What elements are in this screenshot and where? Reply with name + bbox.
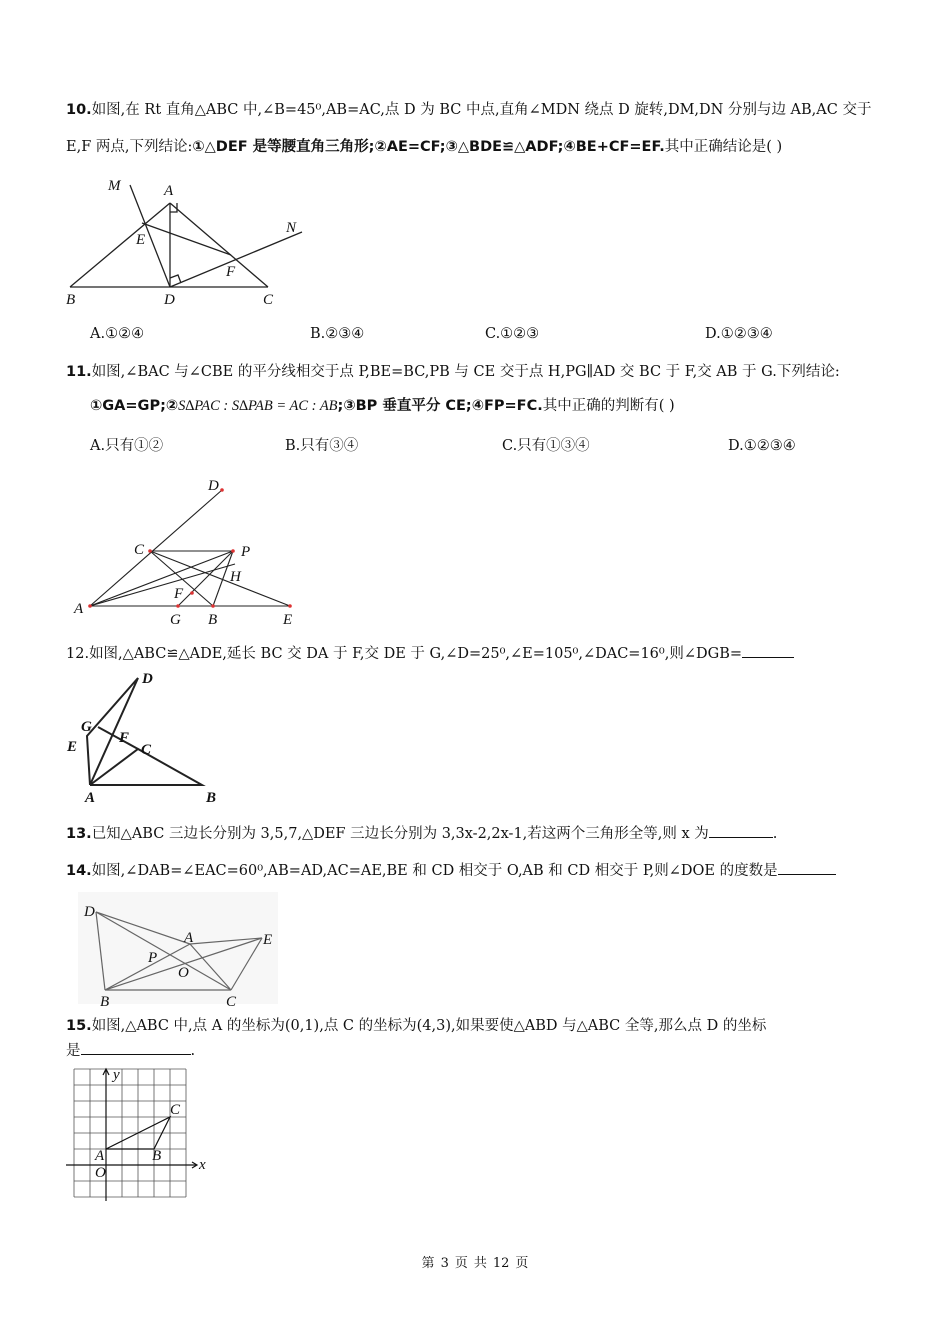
q11-point-A: [88, 604, 92, 608]
q11-point-F: [190, 591, 194, 595]
q10-line2: [66, 137, 896, 157]
q11-label-E: E: [283, 612, 293, 628]
q15-label-y: y: [113, 1067, 120, 1083]
q11-point-D: [220, 488, 224, 492]
q10-text-1: 如图,在 Rt 直角△ABC 中,∠B=45⁰,AB=AC,点 D 为 BC 中点,直角∠MDN 绕点 D 旋转,DM,DN 分别与边 AB,AC 交于: [91, 102, 872, 118]
q11-text-1: 如图,∠BAC 与∠CBE 的平分线相交于点 P,BE=BC,PB 与 CE 交于点 H,PG∥AD 交 BC 于 F,交 AB 于 G.下列结论:: [91, 364, 840, 380]
q11-point-G: [176, 604, 180, 608]
footer-page-number: 3: [440, 1256, 449, 1271]
q11-label-D: D: [208, 478, 219, 494]
q10-label-F: F: [226, 264, 236, 280]
q11-option-d: D.①②③④: [728, 438, 796, 454]
q15-figure: [66, 1065, 211, 1203]
q12-label-F: F: [119, 730, 130, 746]
q14-label-D: D: [84, 904, 95, 920]
q10-label-C: C: [263, 292, 274, 308]
q13-period: .: [772, 826, 778, 842]
q10-label-M: M: [108, 178, 121, 194]
q13-answer-blank[interactable]: [709, 823, 773, 838]
q14-answer-blank[interactable]: [778, 860, 836, 875]
q12-line1: [66, 643, 896, 664]
q14-label-E: E: [263, 932, 273, 948]
q11-text-3: 其中正确的判断有( ): [542, 398, 675, 414]
q11-label-A: A: [74, 601, 84, 617]
q15-number: 15.: [66, 1018, 92, 1034]
q11-seg-AD: [90, 490, 222, 606]
q14-label-A: A: [184, 930, 194, 946]
q11-option-c: C.只有①③④: [502, 438, 590, 454]
q10-text-2c: 其中正确结论是( ): [664, 139, 783, 155]
q14-label-P: P: [148, 950, 158, 966]
footer-text-gong: 共: [473, 1256, 487, 1271]
q13-text-1: 已知△ABC 三边长分别为 3,5,7,△DEF 三边长分别为 3,3x-2,2x-1,若这两个三角形全等,则 x 为: [91, 826, 709, 842]
q11-point-C: [148, 549, 152, 553]
q11-point-E: [288, 604, 292, 608]
q14-text-1: 如图,∠DAB=∠EAC=60⁰,AB=AD,AC=AE,BE 和 CD 相交于 O,AB 和 CD 相交于 P,则∠DOE 的度数是: [91, 863, 778, 879]
q11-label-C: C: [134, 542, 145, 558]
q11-seg-CE: [150, 551, 290, 606]
q12-label-B: B: [206, 790, 217, 806]
q12-number: 12.: [66, 646, 90, 662]
q13-number: 13.: [66, 826, 92, 842]
q15-text-2: 是: [66, 1043, 81, 1059]
q10-option-b: B.②③④: [310, 326, 365, 342]
q10-option-a: A.①②④: [90, 326, 145, 342]
q12-label-C: C: [141, 742, 152, 758]
q12-label-E: E: [67, 739, 78, 755]
q11-point-B: [211, 604, 215, 608]
q11-label-G: G: [170, 612, 181, 628]
footer-text-ye2: 页: [515, 1256, 529, 1271]
q14-label-C: C: [226, 994, 237, 1010]
q10-label-E: E: [136, 232, 146, 248]
q14-number: 14.: [66, 863, 92, 879]
q15-label-x: x: [199, 1157, 206, 1173]
q11-label-B: B: [208, 612, 218, 628]
q11-label-P: P: [241, 544, 251, 560]
q15-period: .: [190, 1043, 196, 1059]
q10-figure: [60, 170, 320, 315]
q10-text-2a: E,F 两点,下列结论:: [66, 139, 193, 155]
q15-grid: [74, 1069, 186, 1197]
q10-seg-AC: [170, 203, 268, 287]
page-footer: [0, 1252, 950, 1271]
q15-label-B: B: [152, 1148, 162, 1164]
q13-line1: [66, 823, 896, 844]
q12-label-G: G: [81, 719, 92, 735]
q11-option-a: A.只有①②: [90, 438, 164, 454]
q12-text-1: 如图,△ABC≌△ADE,延长 BC 交 DA 于 F,交 DE 于 G,∠D=25⁰,∠E=105⁰,∠DAC=16⁰,则∠DGB=: [89, 646, 742, 662]
q11-line1: [66, 362, 896, 382]
q10-right-angle-D: [170, 275, 181, 283]
q15-label-O: O: [95, 1165, 106, 1181]
q14-label-O: O: [178, 965, 189, 981]
q12-answer-blank[interactable]: [742, 643, 794, 658]
q12-label-A: A: [85, 790, 96, 806]
q11-number: 11.: [66, 364, 92, 380]
q14-figure-background: [78, 892, 278, 1004]
q11-area-formula: S∆PAC : S∆PAB = AC : AB: [178, 398, 338, 414]
q10-label-D: D: [164, 292, 175, 308]
q15-text-1: 如图,△ABC 中,点 A 的坐标为(0,1),点 C 的坐标为(4,3),如果要使△ABD 与△ABC 全等,那么点 D 的坐标: [91, 1018, 767, 1034]
q10-seg-AB: [70, 203, 170, 287]
q11-option-b: B.只有③④: [285, 438, 359, 454]
q11-label-H: H: [230, 569, 241, 585]
q14-label-B: B: [100, 994, 110, 1010]
q11-point-P: [231, 549, 235, 553]
q10-label-N: N: [286, 220, 297, 236]
q15-line2: [66, 1040, 896, 1061]
q11-conclusion-2: ;③BP 垂直平分 CE;④FP=FC.: [337, 398, 543, 414]
q10-conclusions: ①△DEF 是等腰直角三角形;②AE=CF;③△BDE≌△ADF;④BE+CF=EF.: [192, 139, 665, 155]
q11-seg-AH: [90, 564, 235, 606]
q15-answer-blank[interactable]: [81, 1040, 191, 1055]
q10-line1: [66, 100, 896, 120]
q11-line2: [90, 396, 920, 416]
footer-text-di: 第: [421, 1256, 435, 1271]
q10-label-B: B: [66, 292, 76, 308]
q10-option-c: C.①②③: [485, 326, 540, 342]
q15-label-A: A: [95, 1148, 105, 1164]
q10-number: 10.: [66, 102, 92, 118]
footer-text-ye: 页: [454, 1256, 468, 1271]
q12-figure: [60, 668, 230, 808]
q14-line1: [66, 860, 896, 881]
q15-line1: [66, 1016, 896, 1036]
q10-option-d: D.①②③④: [705, 326, 773, 342]
q12-seg-CG: [98, 727, 138, 749]
q15-label-C: C: [170, 1102, 181, 1118]
q12-label-D: D: [142, 671, 153, 687]
q11-figure: [70, 470, 320, 630]
q11-label-F: F: [174, 586, 184, 602]
q10-label-A: A: [164, 183, 174, 199]
q11-conclusion-1: ①GA=GP;②: [90, 398, 179, 414]
q11-seg-AP: [90, 551, 233, 606]
q14-figure: [78, 892, 278, 1010]
footer-total-pages: 12: [492, 1256, 510, 1271]
